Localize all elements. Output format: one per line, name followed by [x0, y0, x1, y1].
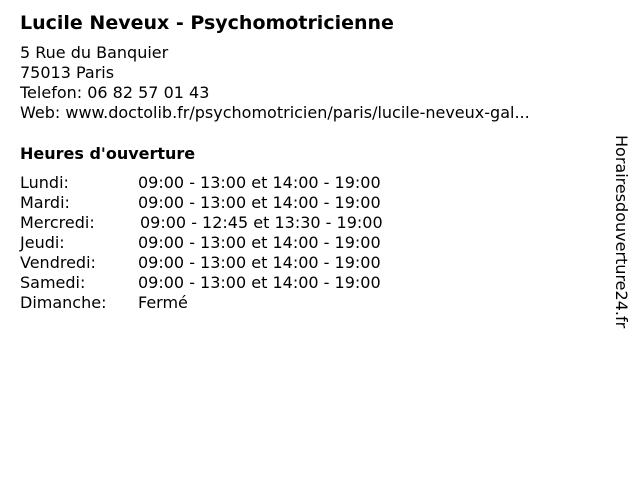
site-watermark: Horairesdouverture24.fr	[612, 135, 631, 329]
time-range: 09:00 - 12:45 et 13:30 - 19:00	[140, 213, 383, 232]
page-title: Lucile Neveux - Psychomotricienne	[20, 12, 394, 34]
day-label: Mardi:	[20, 193, 70, 212]
time-range: 09:00 - 13:00 et 14:00 - 19:00	[138, 233, 381, 252]
day-label: Jeudi:	[20, 233, 65, 252]
phone-number: Telefon: 06 82 57 01 43	[20, 83, 210, 102]
website: Web: www.doctolib.fr/psychomotricien/paris/lucile-neveux-gal...	[20, 103, 530, 122]
time-range: 09:00 - 13:00 et 14:00 - 19:00	[138, 193, 381, 212]
opening-hours-heading: Heures d'ouverture	[20, 144, 196, 163]
contact-info	[20, 43, 530, 123]
time-range: 09:00 - 13:00 et 14:00 - 19:00	[138, 273, 381, 292]
day-label: Lundi:	[20, 173, 69, 192]
time-range: 09:00 - 13:00 et 14:00 - 19:00	[138, 253, 381, 272]
day-label: Samedi:	[20, 273, 86, 292]
day-label: Vendredi:	[20, 253, 96, 272]
time-range: Fermé	[138, 293, 188, 312]
day-label: Mercredi:	[20, 213, 95, 232]
time-range: 09:00 - 13:00 et 14:00 - 19:00	[138, 173, 381, 192]
street-address: 5 Rue du Banquier	[20, 43, 169, 62]
day-label: Dimanche:	[20, 293, 107, 312]
city: 75013 Paris	[20, 63, 115, 82]
